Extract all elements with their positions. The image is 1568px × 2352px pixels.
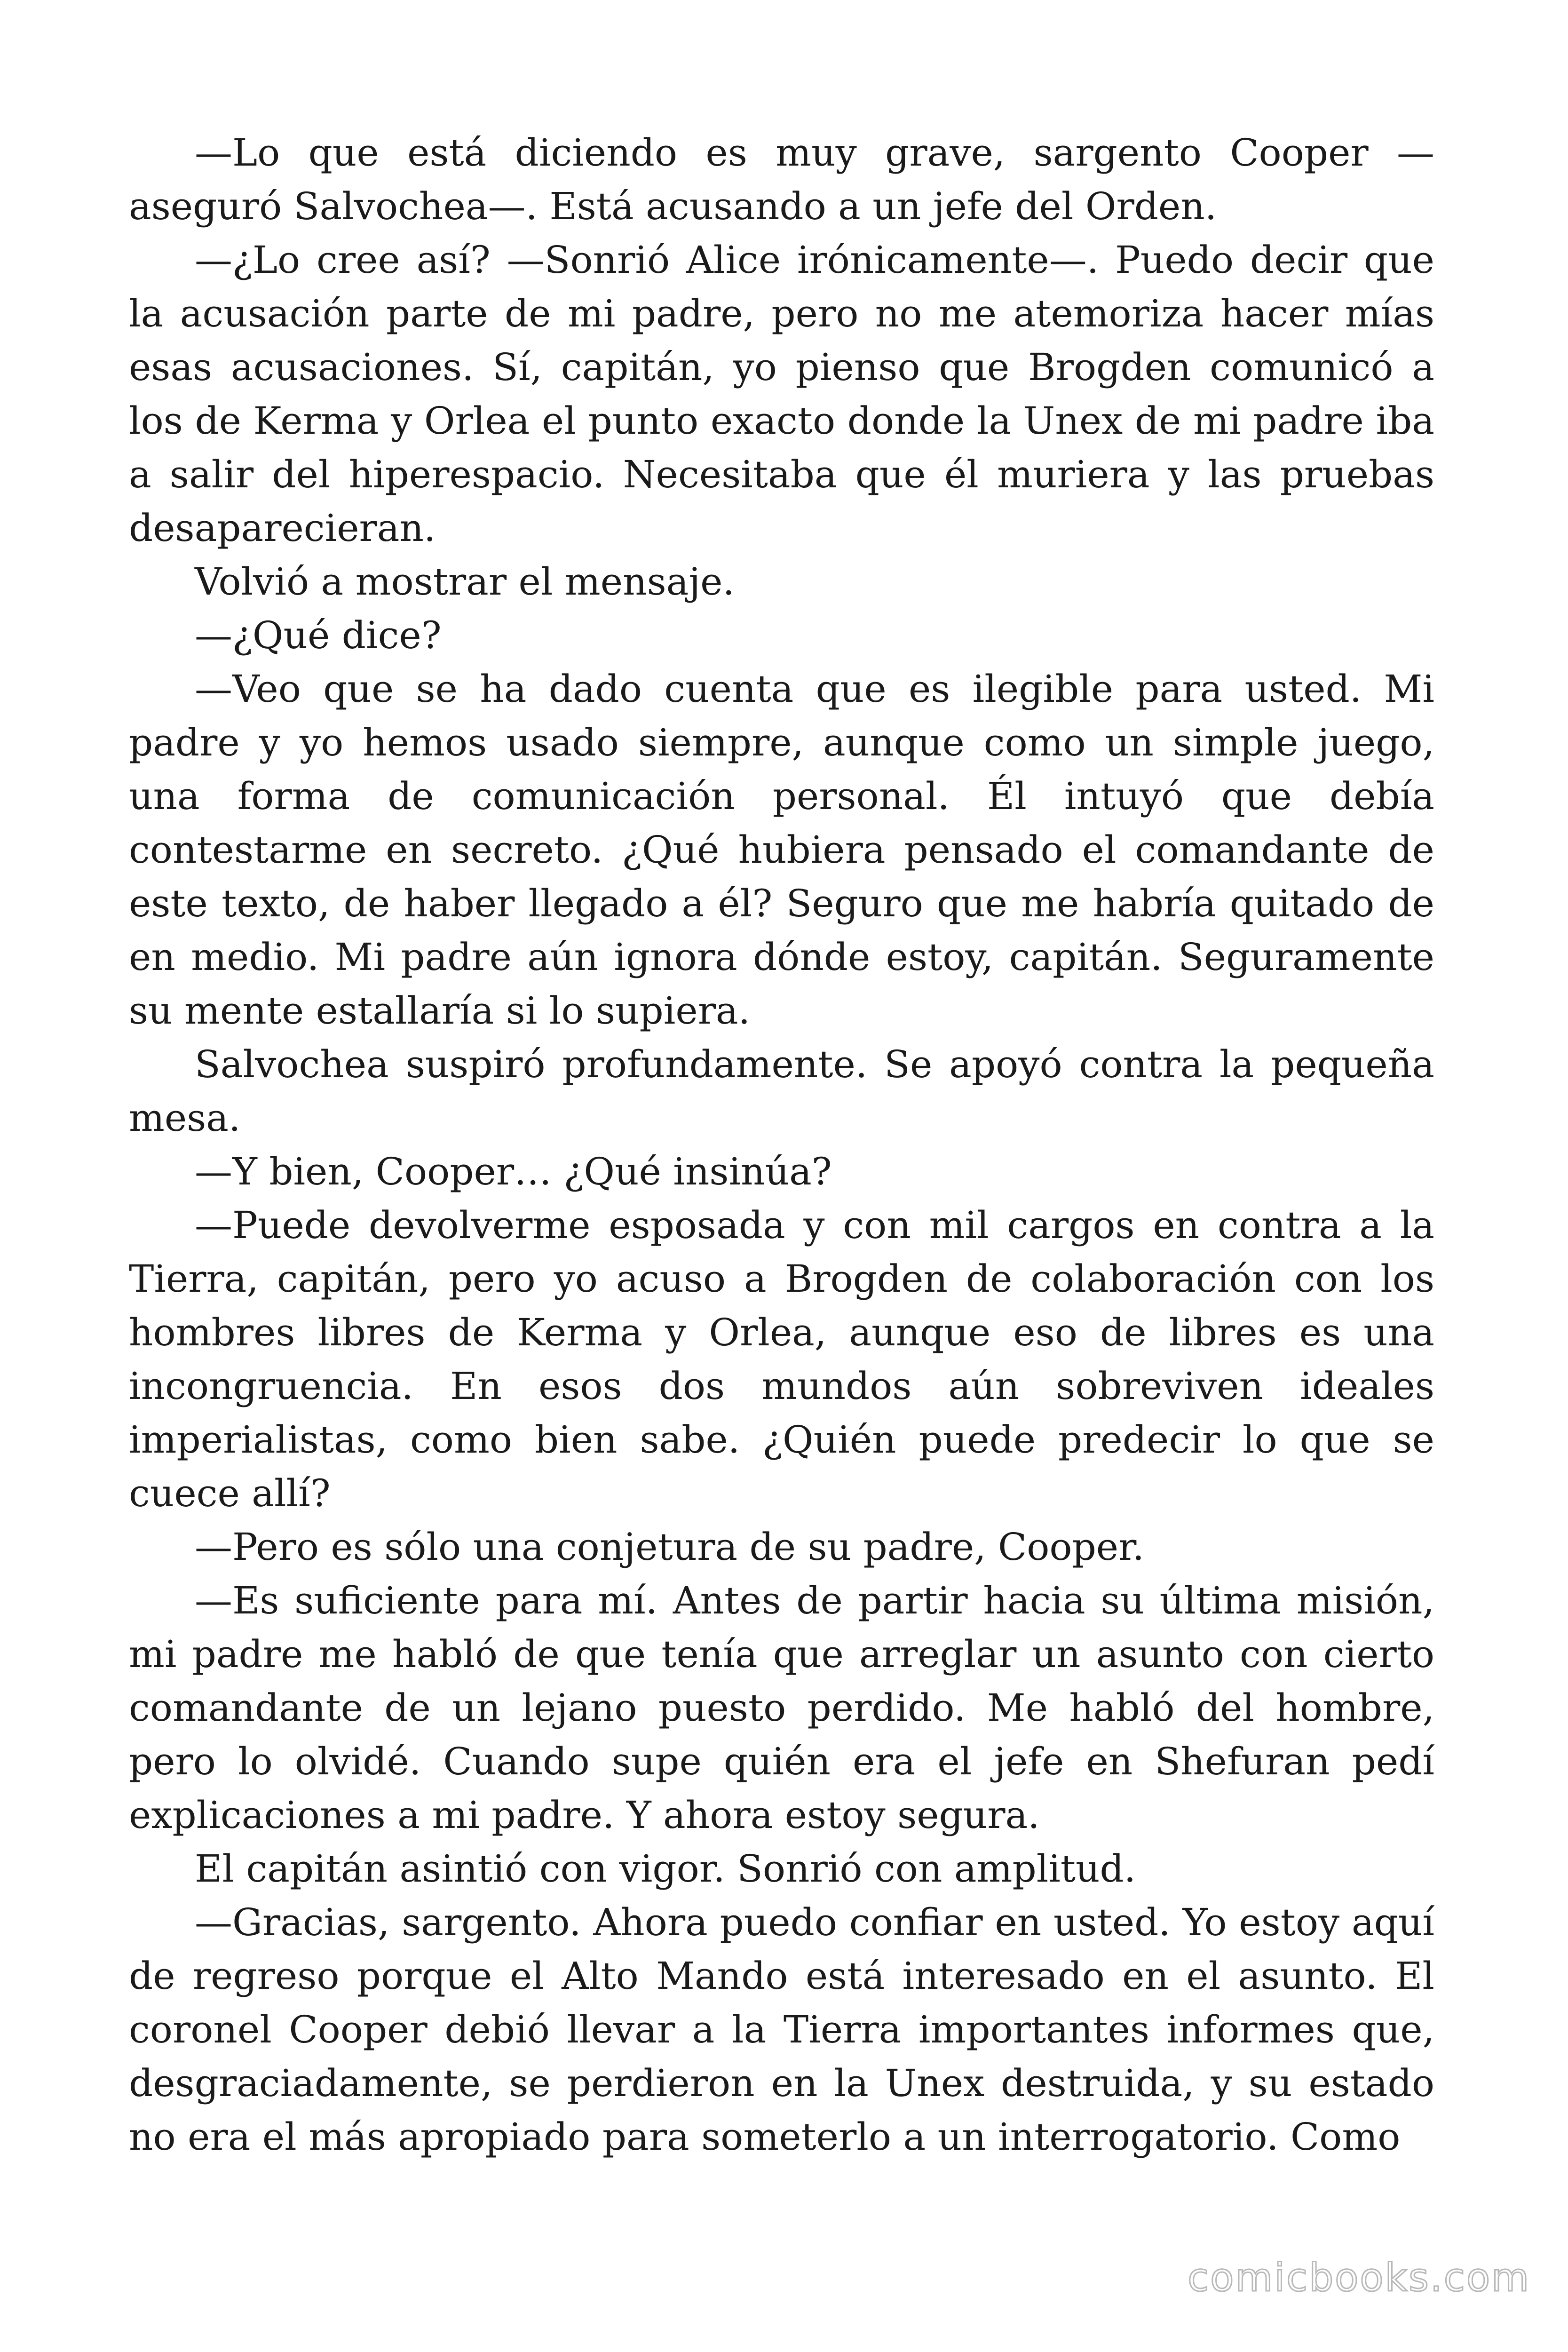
paragraph: —¿Qué dice? (195, 613, 442, 657)
page-body (129, 126, 1434, 2164)
paragraph: —Pero es sólo una conjetura de su padre, Cooper. (195, 1525, 1145, 1569)
paragraph: —Lo que está diciendo es muy grave, sargento Cooper —aseguró Salvochea—. Está acusando a un jefe del Orden. (129, 131, 1434, 228)
watermark: comicbooks.com (1188, 2256, 1530, 2300)
paragraph: —Y bien, Cooper… ¿Qué insinúa? (195, 1150, 832, 1193)
paragraph: Volvió a mostrar el mensaje. (195, 560, 735, 604)
paragraph-last: —Gracias, sargento. Ahora puedo confiar en usted. Yo estoy aquí de regreso porque el Alto Mando está interesado en el asunto. El coronel Cooper debió llevar a la Tierra importantes informes que, desgraciadamente, se perdieron en la Unex destruida, y su estado no era el más apropiado para someterlo a un interrogatorio. Como (129, 1900, 1434, 2159)
paragraph: Salvochea suspiró profundamente. Se apoyó contra la pequeña mesa. (129, 1042, 1434, 1140)
paragraph: El capitán asintió con vigor. Sonrió con amplitud. (195, 1847, 1136, 1891)
paragraph: —Puede devolverme esposada y con mil cargos en contra a la Tierra, capitán, pero yo acuso a Brogden de colaboración con los hombres libres de Kerma y Orlea, aunque eso de libres es una incongruencia. En esos dos mundos aún sobreviven ideales imperialistas, como bien sabe. ¿Quién puede predecir lo que se cuece allí? (129, 1203, 1434, 1515)
paragraph: —Veo que se ha dado cuenta que es ilegible para usted. Mi padre y yo hemos usado siempre, aunque como un simple juego, una forma de comunicación personal. Él intuyó que debía contestarme en secreto. ¿Qué hubiera pensado el comandante de este texto, de haber llegado a él? Seguro que me habría quitado de en medio. Mi padre aún ignora dónde estoy, capitán. Seguramente su mente estallaría si lo supiera. (129, 667, 1434, 1033)
paragraph: —Es suficiente para mí. Antes de partir hacia su última misión, mi padre me habló de que tenía que arreglar un asunto con cierto comandante de un lejano puesto perdido. Me habló del hombre, pero lo olvidé. Cuando supe quién era el jefe en Shefuran pedí explicaciones a mi padre. Y ahora estoy segura. (129, 1579, 1434, 1837)
paragraph: —¿Lo cree así? —Sonrió Alice irónicamente—. Puedo decir que la acusación parte de mi padre, pero no me atemoriza hacer mías esas acusaciones. Sí, capitán, yo pienso que Brogden comunicó a los de Kerma y Orlea el punto exacto donde la Unex de mi padre iba a salir del hiperespacio. Necesitaba que él muriera y las pruebas desaparecieran. (129, 238, 1434, 550)
